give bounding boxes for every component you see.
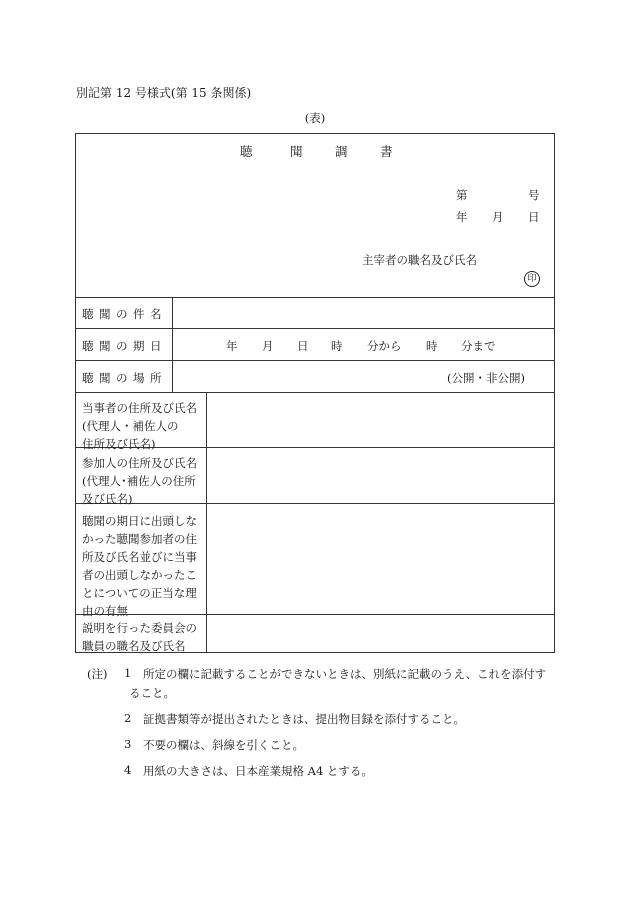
note-text: ること。	[129, 686, 175, 700]
absence-label	[82, 512, 197, 620]
divider	[75, 392, 555, 393]
hearing-date-hour-start: 時	[331, 339, 343, 353]
label-line: 住所及び氏名)	[82, 437, 156, 451]
label-line: とについての正当な理	[82, 586, 197, 600]
seal-icon: 印	[524, 271, 540, 287]
hearing-date-year: 年	[226, 339, 238, 353]
presider-label: 主宰者の職名及び氏名	[362, 253, 477, 267]
case-name-label: 聴聞の件名	[82, 307, 167, 321]
title-char: 聴	[240, 144, 253, 159]
column-divider	[172, 297, 173, 392]
explainer-label	[82, 619, 197, 655]
party-label	[82, 399, 197, 453]
title-char: 調	[335, 144, 348, 159]
note-text: 所定の欄に記載することができないときは、別紙に記載のうえ、これを添付す	[143, 667, 547, 681]
label-line: (代理人･補佐人の住所	[82, 474, 196, 488]
label-line: (代理人・補佐人の	[82, 419, 179, 433]
note-number: 3	[124, 737, 132, 751]
title-char: 聞	[290, 144, 303, 159]
note-text: 用紙の大きさは、日本産業規格 A4 とする。	[143, 764, 373, 778]
date-month: 月	[492, 210, 504, 224]
divider	[75, 360, 555, 361]
number-prefix: 第	[456, 188, 468, 202]
note-number: 4	[124, 763, 132, 777]
label-line: 聴聞の期日に出頭しな	[82, 514, 197, 528]
disclosure-note: (公開・非公開)	[447, 371, 525, 385]
date-day: 日	[528, 210, 540, 224]
label-line: 説明を行った委員会の	[82, 621, 197, 635]
hearing-date-month: 月	[262, 339, 274, 353]
label-line: 所及び氏名並びに当事	[82, 550, 197, 564]
notes-prefix: (注)	[87, 667, 108, 681]
hearing-date-hour-end: 時	[426, 339, 438, 353]
number-suffix: 号	[528, 188, 540, 202]
hearing-date-from: 分から	[367, 339, 402, 353]
hearing-date-day: 日	[297, 339, 309, 353]
hearing-date-until: 分まで	[461, 339, 496, 353]
label-line: 参加人の住所及び氏名	[82, 456, 197, 470]
place-label: 聴聞の場所	[82, 371, 167, 385]
form-number: 別記第 12 号様式(第 15 条関係)	[76, 86, 252, 100]
divider	[75, 297, 555, 298]
label-line: 職員の職名及び氏名	[82, 639, 186, 653]
hearing-date-label: 聴聞の期日	[82, 339, 167, 353]
note-text: 証拠書類等が提出されたときは、提出物目録を添付すること。	[143, 712, 465, 726]
column-divider	[206, 392, 207, 653]
note-text: 不要の欄は、斜線を引くこと。	[143, 738, 304, 752]
title-char: 書	[380, 144, 393, 159]
note-number: 2	[124, 711, 132, 725]
note-number: 1	[124, 666, 132, 680]
divider	[75, 328, 555, 329]
label-line: かった聴聞参加者の住	[82, 532, 197, 546]
label-line: 者の出頭しなかったこ	[82, 568, 197, 582]
label-line: 当事者の住所及び氏名	[82, 401, 197, 415]
side-label: (表)	[304, 111, 326, 125]
label-line: 及び氏名)	[82, 492, 133, 506]
participant-label	[82, 454, 197, 508]
label-line: 由の有無	[82, 604, 128, 618]
date-year: 年	[456, 210, 468, 224]
